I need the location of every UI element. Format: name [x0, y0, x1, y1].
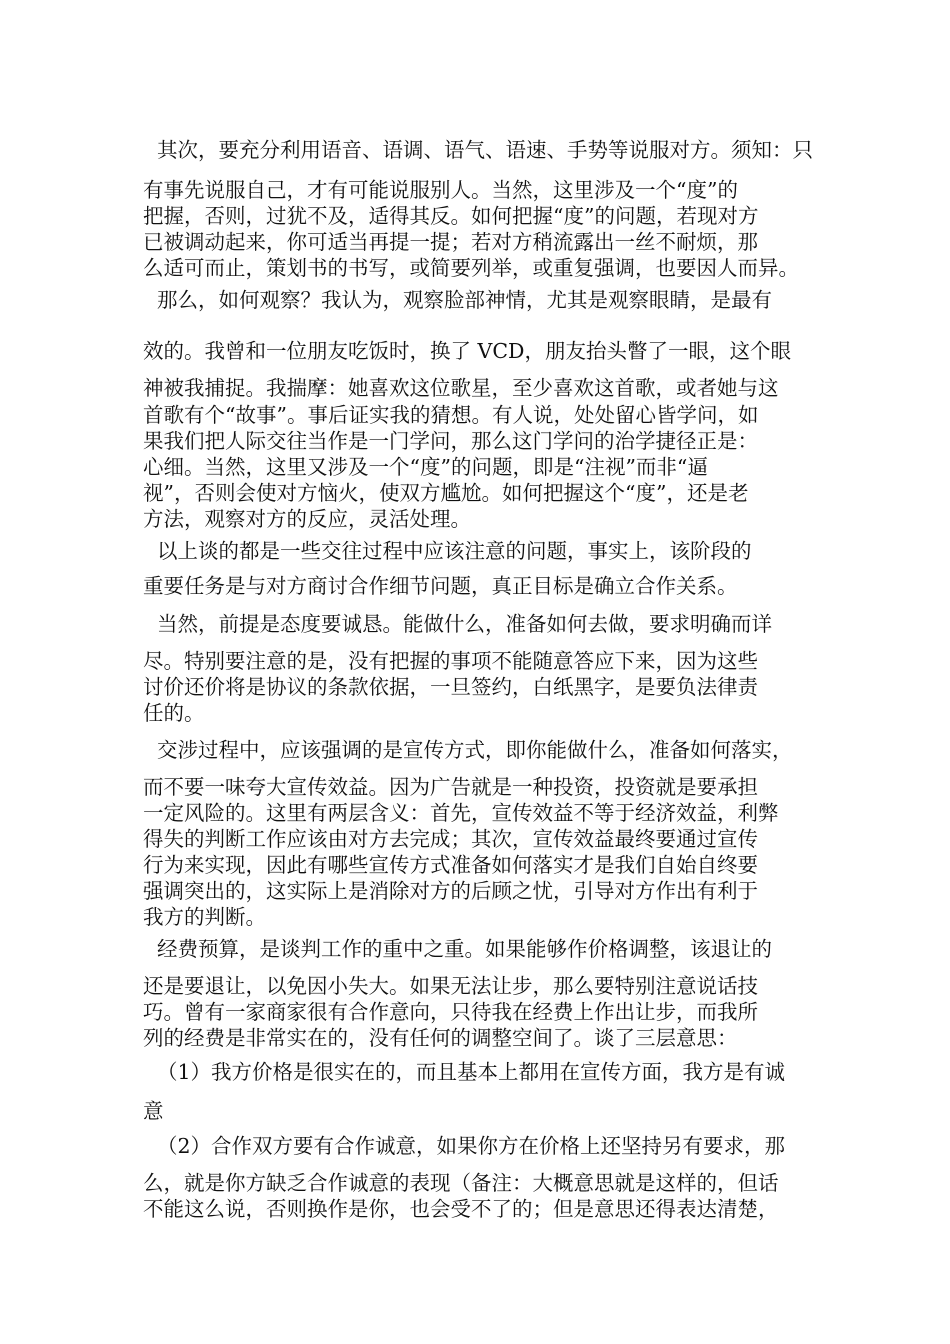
text-line: 把握，否则，过犹不及，适得其反。如何把握“度”的问题，若现对方	[143, 204, 759, 228]
text-line: 神被我捕捉。我揣摩：她喜欢这位歌星，至少喜欢这首歌，或者她与这	[143, 376, 779, 400]
text-line: 而不要一味夸大宣传效益。因为广告就是一种投资，投资就是要承担	[143, 775, 758, 799]
text-line: 么，就是你方缺乏合作诚意的表现（备注：大概意思就是这样的，但话	[143, 1171, 779, 1195]
text-line: 首歌有个“故事”。事后证实我的猜想。有人说，处处留心皆学问，如	[143, 403, 759, 427]
text-line: 巧。曾有一家商家很有合作意向，只待我在经费上作出让步，而我所	[143, 1000, 758, 1024]
text-line: （1）我方价格是很实在的，而且基本上都用在宣传方面，我方是有诚	[157, 1060, 786, 1084]
text-line: 重要任务是与对方商讨合作细节问题，真正目标是确立合作关系。	[143, 574, 738, 598]
text-line: 列的经费是非常实在的，没有任何的调整空间了。谈了三层意思：	[143, 1026, 738, 1050]
text-line: 有事先说服自己，才有可能说服别人。当然，这里涉及一个“度”的	[143, 178, 738, 202]
text-line: 得失的判断工作应该由对方去完成；其次，宣传效益最终要通过宣传	[143, 827, 758, 851]
text-line: 尽。特别要注意的是，没有把握的事项不能随意答应下来，因为这些	[143, 649, 758, 673]
text-line: 方法，观察对方的反应，灵活处理。	[143, 507, 471, 531]
text-line: 当然，前提是态度要诚恳。能做什么，准备如何去做，要求明确而详	[157, 612, 772, 636]
text-line: 任的。	[143, 701, 205, 725]
text-line: 不能这么说，否则换作是你，也会受不了的；但是意思还得表达清楚，	[143, 1197, 779, 1221]
text-line: 其次，要充分利用语音、语调、语气、语速、手势等说服对方。须知：只	[157, 138, 813, 162]
text-line: 行为来实现，因此有哪些宣传方式准备如何落实才是我们自始自终要	[143, 853, 758, 877]
text-line: 讨价还价将是协议的条款依据，一旦签约，白纸黑字，是要负法律责	[143, 675, 758, 699]
text-line: 还是要退让，以免因小失大。如果无法让步，那么要特别注意说话技	[143, 974, 758, 998]
text-line: 交涉过程中，应该强调的是宣传方式，即你能做什么，准备如何落实，	[157, 738, 793, 762]
text-line: 强调突出的，这实际上是消除对方的后顾之忧，引导对方作出有利于	[143, 879, 758, 903]
text-line: 以上谈的都是一些交往过程中应该注意的问题，事实上，该阶段的	[157, 539, 752, 563]
text-line: 一定风险的。这里有两层含义：首先，宣传效益不等于经济效益，利弊	[143, 801, 779, 825]
text-line: 意	[143, 1099, 164, 1123]
text-line: 心细。当然，这里又涉及一个“度”的问题，即是“注视”而非“逼	[143, 455, 708, 479]
text-line: 那么，如何观察？我认为，观察脸部神情，尤其是观察眼睛，是最有	[157, 288, 772, 312]
text-line: 果我们把人际交往当作是一门学问，那么这门学问的治学捷径正是：	[143, 429, 758, 453]
text-line: （2）合作双方要有合作诚意，如果你方在价格上还坚持另有要求，那	[157, 1134, 786, 1158]
text-line: 已被调动起来，你可适当再提一提；若对方稍流露出一丝不耐烦，那	[143, 230, 758, 254]
text-line: 么适可而止，策划书的书写，或简要列举，或重复强调，也要因人而异。	[143, 256, 799, 280]
text-line: 视”，否则会使对方恼火，使双方尴尬。如何把握这个“度”，还是老	[143, 481, 749, 505]
text-line: 效的。我曾和一位朋友吃饭时，换了 VCD，朋友抬头瞥了一眼，这个眼	[143, 339, 791, 363]
text-line: 经费预算，是谈判工作的重中之重。如果能够作价格调整，该退让的	[157, 937, 772, 961]
text-line: 我方的判断。	[143, 905, 266, 929]
